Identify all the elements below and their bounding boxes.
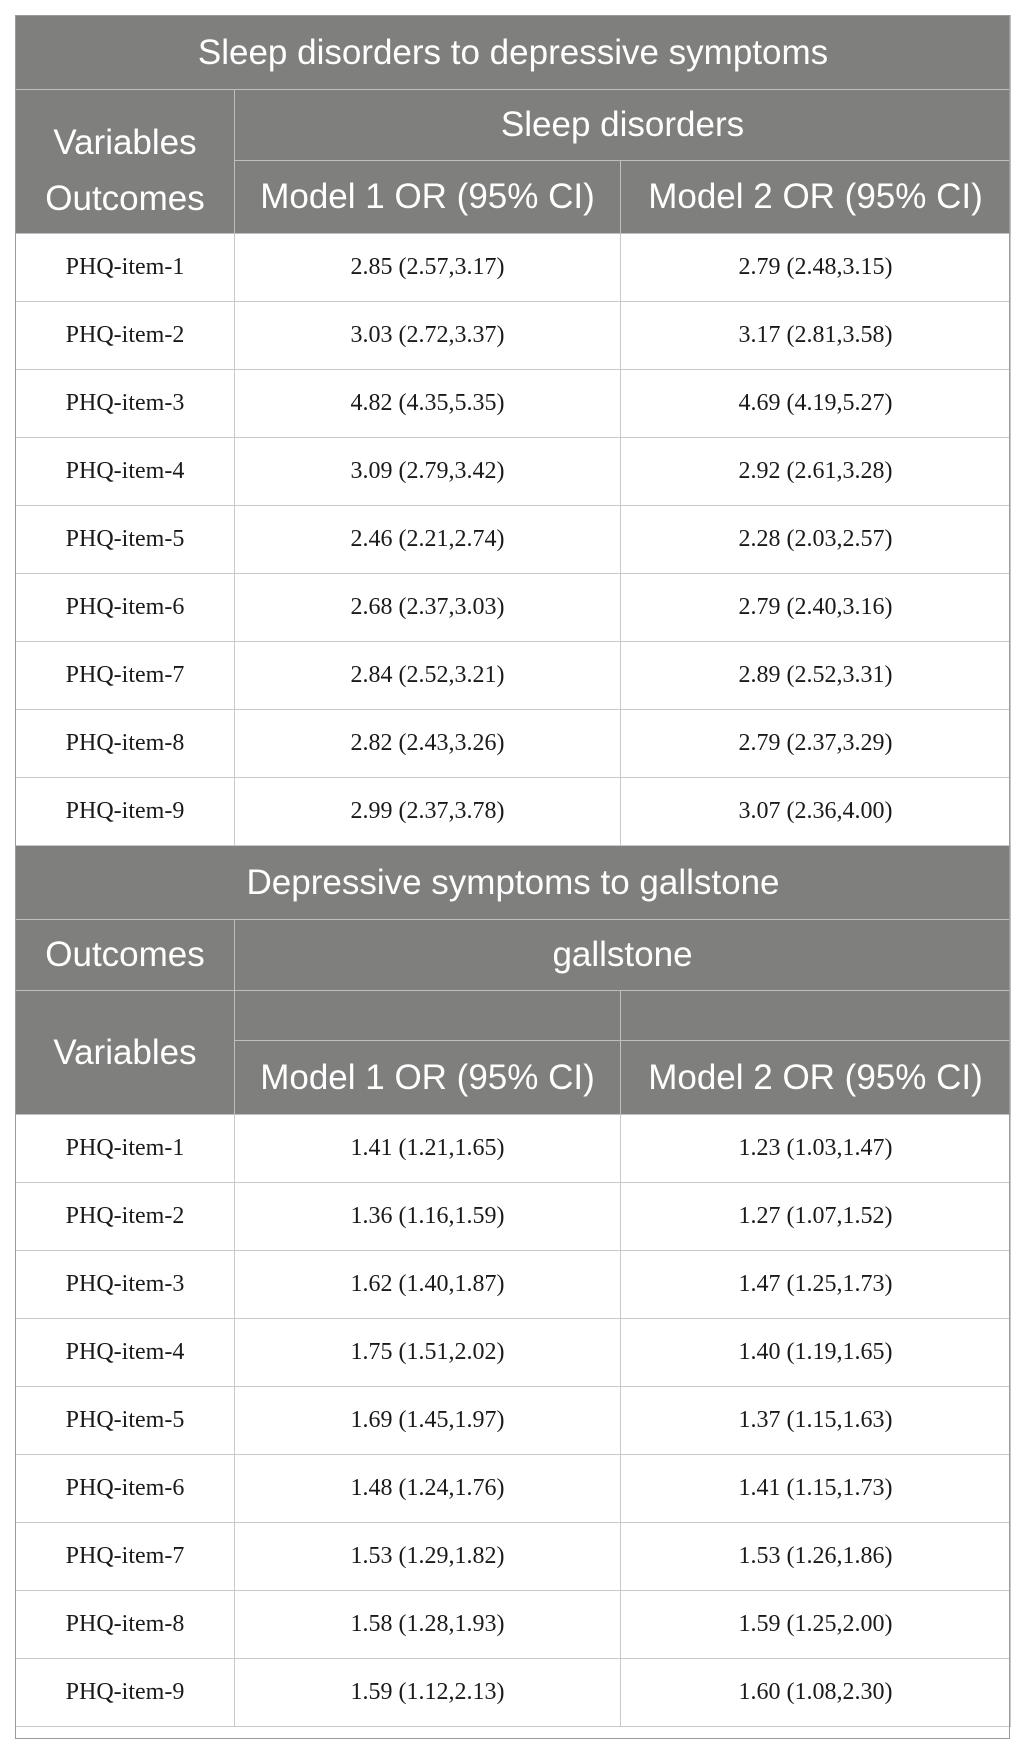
header-variables-outcomes <box>16 90 235 234</box>
header-outcomes: Outcomes <box>45 178 205 218</box>
model2-value: 1.60 (1.08,2.30) <box>621 1659 1011 1727</box>
row-label: PHQ-item-9 <box>16 778 235 846</box>
table-row <box>16 1659 1011 1727</box>
table-row <box>16 506 1011 574</box>
section1-rows <box>16 234 1011 846</box>
header-model1: Model 1 OR (95% CI) <box>235 161 621 234</box>
table-row <box>16 1115 1011 1183</box>
model1-value: 1.59 (1.12,2.13) <box>235 1659 621 1727</box>
row-label: PHQ-item-2 <box>16 302 235 370</box>
model1-value: 2.85 (2.57,3.17) <box>235 234 621 302</box>
model1-value: 1.36 (1.16,1.59) <box>235 1183 621 1251</box>
model1-value: 2.99 (2.37,3.78) <box>235 778 621 846</box>
model2-value: 2.79 (2.40,3.16) <box>621 574 1011 642</box>
header-model2: Model 2 OR (95% CI) <box>621 1041 1011 1115</box>
model1-value: 1.62 (1.40,1.87) <box>235 1251 621 1319</box>
header-model1: Model 1 OR (95% CI) <box>235 1041 621 1115</box>
model1-value: 1.69 (1.45,1.97) <box>235 1387 621 1455</box>
row-label: PHQ-item-3 <box>16 370 235 438</box>
model2-value: 3.17 (2.81,3.58) <box>621 302 1011 370</box>
table-row <box>16 370 1011 438</box>
model1-value: 2.46 (2.21,2.74) <box>235 506 621 574</box>
table-row <box>16 302 1011 370</box>
header-group: Sleep disorders <box>235 90 1011 161</box>
model2-value: 1.23 (1.03,1.47) <box>621 1115 1011 1183</box>
table-row <box>16 642 1011 710</box>
row-label: PHQ-item-4 <box>16 438 235 506</box>
table-row <box>16 710 1011 778</box>
model1-value: 3.03 (2.72,3.37) <box>235 302 621 370</box>
row-label: PHQ-item-8 <box>16 710 235 778</box>
table-row <box>16 1523 1011 1591</box>
table-row <box>16 1387 1011 1455</box>
model2-value: 1.59 (1.25,2.00) <box>621 1591 1011 1659</box>
table-row <box>16 574 1011 642</box>
model2-value: 1.47 (1.25,1.73) <box>621 1251 1011 1319</box>
table-row <box>16 778 1011 846</box>
section-sleep-to-depression <box>16 16 1011 234</box>
model1-value: 2.82 (2.43,3.26) <box>235 710 621 778</box>
row-label: PHQ-item-7 <box>16 642 235 710</box>
model2-value: 1.40 (1.19,1.65) <box>621 1319 1011 1387</box>
model2-value: 1.53 (1.26,1.86) <box>621 1523 1011 1591</box>
section-title: Depressive symptoms to gallstone <box>16 846 1011 920</box>
model2-value: 4.69 (4.19,5.27) <box>621 370 1011 438</box>
model2-value: 1.37 (1.15,1.63) <box>621 1387 1011 1455</box>
model1-value: 1.48 (1.24,1.76) <box>235 1455 621 1523</box>
model1-value: 4.82 (4.35,5.35) <box>235 370 621 438</box>
row-label: PHQ-item-2 <box>16 1183 235 1251</box>
model1-value: 2.84 (2.52,3.21) <box>235 642 621 710</box>
row-label: PHQ-item-8 <box>16 1591 235 1659</box>
header-variables: Variables <box>16 991 235 1115</box>
results-table <box>15 15 1011 1727</box>
model1-value: 1.41 (1.21,1.65) <box>235 1115 621 1183</box>
row-label: PHQ-item-1 <box>16 234 235 302</box>
model2-value: 2.79 (2.48,3.15) <box>621 234 1011 302</box>
row-label: PHQ-item-6 <box>16 1455 235 1523</box>
model1-value: 1.75 (1.51,2.02) <box>235 1319 621 1387</box>
model1-value: 3.09 (2.79,3.42) <box>235 438 621 506</box>
section-depression-to-gallstone <box>16 846 1011 1115</box>
model1-value: 1.53 (1.29,1.82) <box>235 1523 621 1591</box>
table-row <box>16 1251 1011 1319</box>
model2-value: 2.92 (2.61,3.28) <box>621 438 1011 506</box>
row-label: PHQ-item-4 <box>16 1319 235 1387</box>
table-row <box>16 1183 1011 1251</box>
model1-value: 1.58 (1.28,1.93) <box>235 1591 621 1659</box>
header-variables: Variables <box>53 122 197 162</box>
section-title: Sleep disorders to depressive symptoms <box>16 16 1011 90</box>
model1-value: 2.68 (2.37,3.03) <box>235 574 621 642</box>
model2-value: 1.41 (1.15,1.73) <box>621 1455 1011 1523</box>
model2-value: 2.28 (2.03,2.57) <box>621 506 1011 574</box>
row-label: PHQ-item-1 <box>16 1115 235 1183</box>
header-group: gallstone <box>235 920 1011 991</box>
table-row <box>16 438 1011 506</box>
model2-value: 1.27 (1.07,1.52) <box>621 1183 1011 1251</box>
model2-value: 3.07 (2.36,4.00) <box>621 778 1011 846</box>
header-outcomes: Outcomes <box>16 920 235 991</box>
table-row <box>16 1455 1011 1523</box>
row-label: PHQ-item-9 <box>16 1659 235 1727</box>
model2-value: 2.89 (2.52,3.31) <box>621 642 1011 710</box>
row-label: PHQ-item-7 <box>16 1523 235 1591</box>
table-row <box>16 234 1011 302</box>
header-model2: Model 2 OR (95% CI) <box>621 161 1011 234</box>
row-label: PHQ-item-5 <box>16 1387 235 1455</box>
model2-value: 2.79 (2.37,3.29) <box>621 710 1011 778</box>
header-blank <box>235 991 621 1041</box>
row-label: PHQ-item-6 <box>16 574 235 642</box>
table-row <box>16 1319 1011 1387</box>
table-row <box>16 1591 1011 1659</box>
row-label: PHQ-item-5 <box>16 506 235 574</box>
section2-rows <box>16 1115 1011 1727</box>
header-blank <box>621 991 1011 1041</box>
row-label: PHQ-item-3 <box>16 1251 235 1319</box>
